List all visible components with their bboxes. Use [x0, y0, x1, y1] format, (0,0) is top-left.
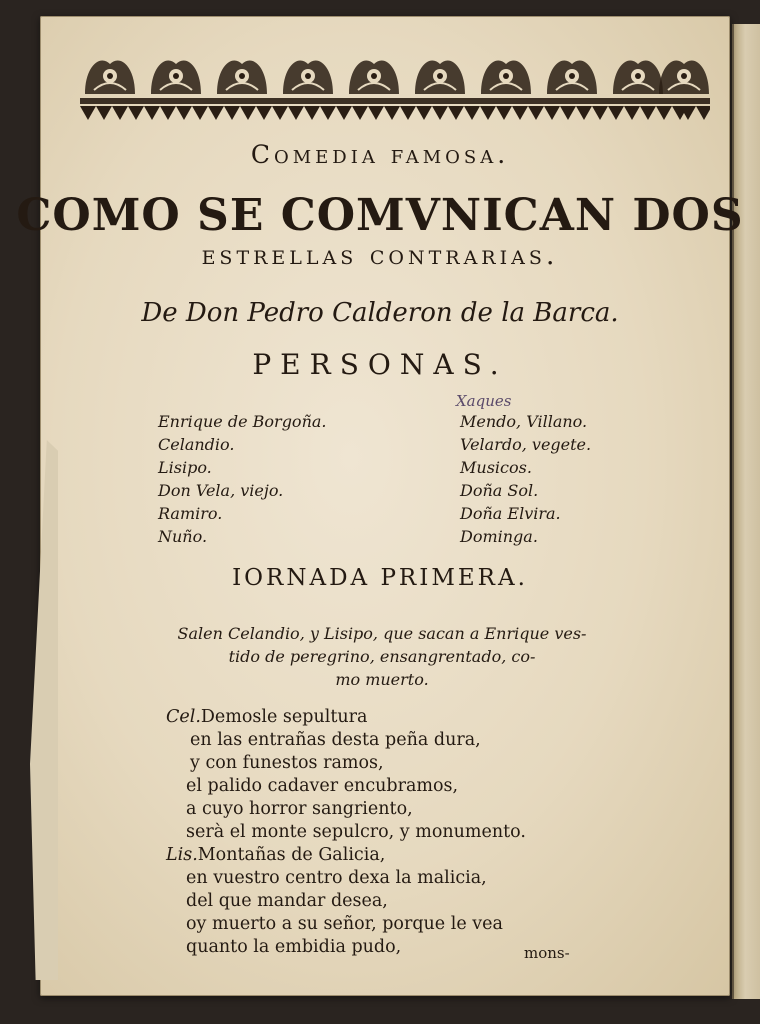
torn-page-edge — [30, 440, 58, 980]
verse-line: en vuestro centro dexa la malicia, — [186, 868, 487, 888]
verse-text — [166, 706, 526, 959]
verse-line: el palido cadaver encubramos, — [186, 776, 459, 796]
verse-line-text: Demosle sepultura — [200, 707, 368, 727]
speaker: Cel. — [166, 707, 201, 727]
cast-member: Doña Sol. — [460, 481, 539, 500]
verse-line-text: Montañas de Galicia, — [197, 845, 386, 865]
cast-member: Nuño. — [158, 527, 208, 546]
cast-list-right — [460, 410, 591, 548]
decorative-border-ornament — [80, 46, 710, 130]
cast-member: Mendo, Villano. — [460, 412, 588, 431]
stage-direction-line: mo muerto. — [335, 670, 429, 689]
cast-member: Velardo, vegete. — [460, 435, 592, 454]
cast-member: Musicos. — [460, 458, 532, 477]
cast-member: Lisipo. — [158, 458, 212, 477]
stage-direction-line: tido de peregrino, ensangrentado, co- — [228, 647, 536, 666]
play-title-line2: estrellas contrarias. — [201, 240, 559, 271]
verse-line: quanto la embidia pudo, — [186, 937, 402, 957]
stage-direction — [172, 622, 592, 691]
comedia-heading: Comedia famosa. — [250, 140, 510, 169]
adjacent-page-edge — [732, 24, 760, 999]
cast-member: Ramiro. — [158, 504, 223, 523]
cast-member: Dominga. — [460, 527, 538, 546]
speaker: Lis. — [166, 845, 198, 865]
verse-line: del que mandar desea, — [186, 891, 388, 911]
cast-list-left — [158, 410, 327, 548]
verse-line: en las entrañas desta peña dura, — [190, 730, 481, 750]
stage-direction-line: Salen Celandio, y Lisipo, que sacan a Enrique ves- — [177, 624, 587, 643]
personas-heading: PERSONAS. — [252, 348, 508, 381]
verse-line: oy muerto a su señor, porque le vea — [186, 914, 503, 934]
play-title-line1: COMO SE COMVNICAN DOS — [16, 190, 744, 241]
cast-member: Don Vela, viejo. — [158, 481, 284, 500]
verse-line: y con funestos ramos, — [190, 753, 384, 773]
verse-line: a cuyo horror sangriento, — [186, 799, 413, 819]
cast-member: Enrique de Borgoña. — [158, 412, 327, 431]
act-heading: IORNADA PRIMERA. — [232, 565, 528, 591]
handwritten-annotation: Xaques — [456, 392, 512, 410]
verse-line — [166, 706, 526, 729]
cast-member: Celandio. — [158, 435, 235, 454]
verse-line — [166, 844, 526, 867]
verse-line: serà el monte sepulcro, y monumento. — [186, 822, 526, 842]
author-line: De Don Pedro Calderon de la Barca. — [141, 298, 619, 328]
catchword: mons- — [524, 944, 570, 962]
cast-member: Doña Elvira. — [460, 504, 561, 523]
